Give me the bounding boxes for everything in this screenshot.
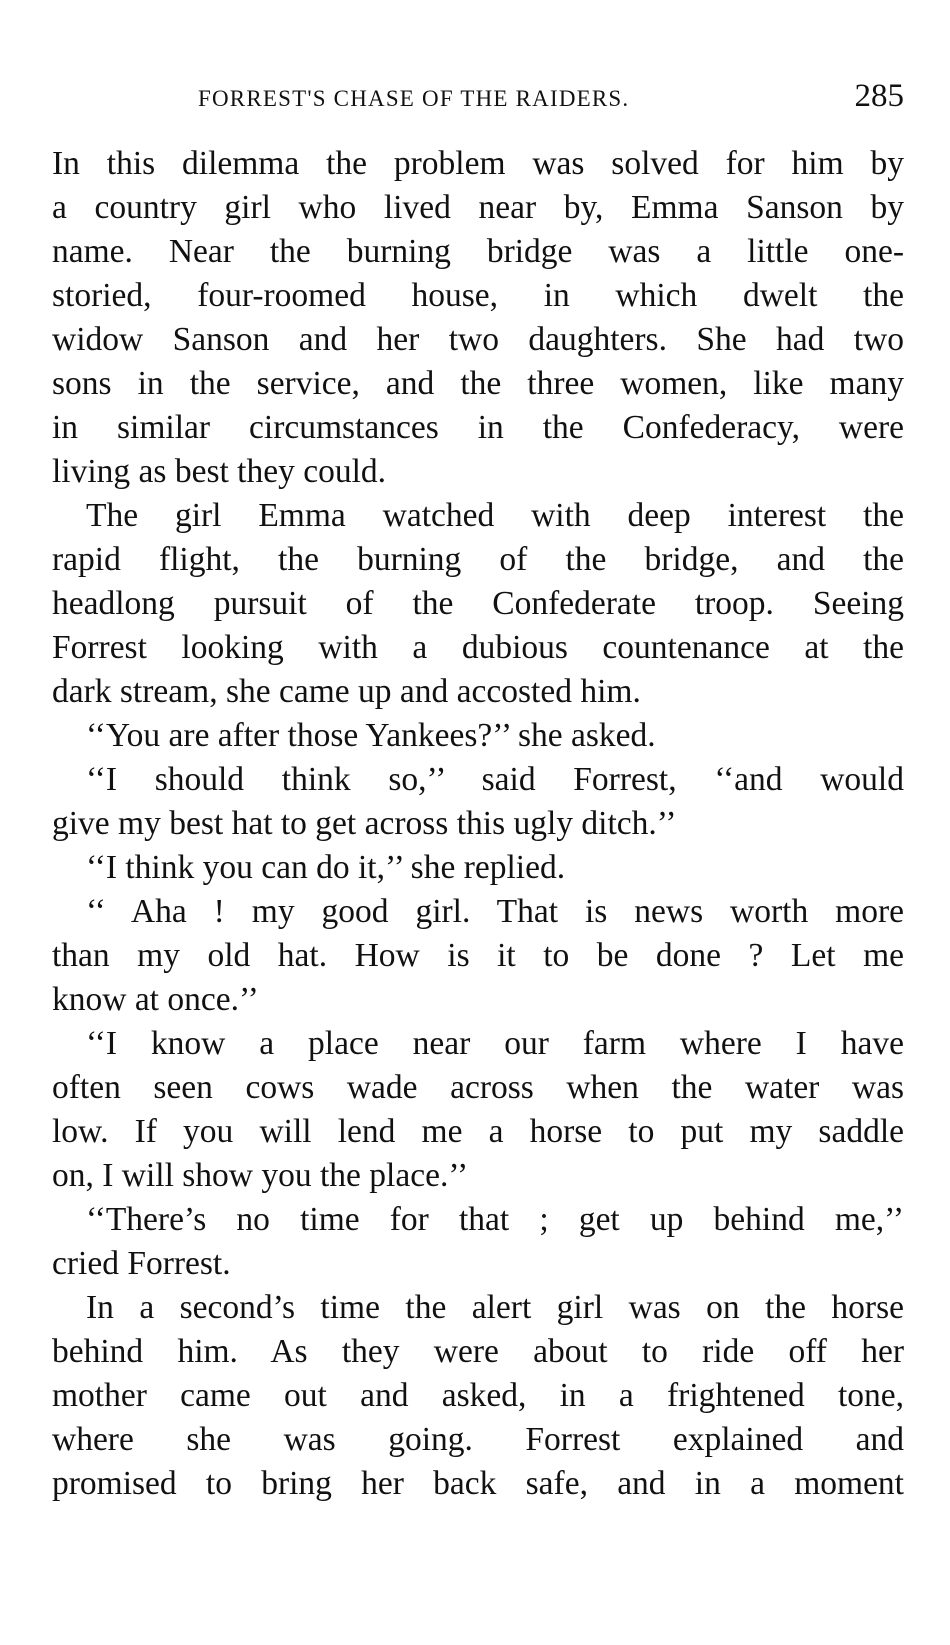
text-line: living as best they could. xyxy=(52,453,387,490)
text-line: Forrest looking with a dubious countenance at the xyxy=(52,629,904,666)
text-line: low. If you will lend me a horse to put my saddle xyxy=(52,1113,904,1150)
text-line: In a second’s time the alert girl was on the horse xyxy=(86,1289,904,1326)
text-line: a country girl who lived near by, Emma Sanson by xyxy=(52,189,904,226)
text-line: in similar circumstances in the Confederacy, were xyxy=(52,409,904,446)
text-line: dark stream, she came up and accosted him. xyxy=(52,673,641,710)
text-line: ‘‘I should think so,’’ said Forrest, ‘‘and would xyxy=(86,761,904,798)
text-line: In this dilemma the problem was solved for him by xyxy=(52,145,904,182)
text-line: widow Sanson and her two daughters. She had two xyxy=(52,321,904,358)
text-line: ‘‘You are after those Yankees?’’ she asked. xyxy=(86,717,656,754)
text-line: behind him. As they were about to ride off her xyxy=(52,1333,904,1370)
text-line: ‘‘I think you can do it,’’ she replied. xyxy=(86,849,566,886)
text-line: know at once.’’ xyxy=(52,981,259,1018)
running-title: FORREST'S CHASE OF THE RAIDERS. xyxy=(198,86,630,111)
text-line: ‘‘ Aha ! my good girl. That is news worth more xyxy=(86,893,904,930)
text-line: ‘‘I know a place near our farm where I have xyxy=(86,1025,904,1062)
text-line: on, I will show you the place.’’ xyxy=(52,1157,469,1194)
text-line: The girl Emma watched with deep interest the xyxy=(86,497,904,534)
text-line: mother came out and asked, in a frightened tone, xyxy=(52,1377,904,1414)
text-line: promised to bring her back safe, and in a moment xyxy=(52,1465,904,1502)
text-line: than my old hat. How is it to be done ? Let me xyxy=(52,937,904,974)
text-line: often seen cows wade across when the water was xyxy=(52,1069,904,1106)
text-line: storied, four-roomed house, in which dwelt the xyxy=(52,277,904,314)
running-head xyxy=(52,78,904,118)
text-line: name. Near the burning bridge was a little one- xyxy=(52,233,904,270)
body-text xyxy=(52,142,904,1506)
page-number: 285 xyxy=(854,78,904,114)
text-line: give my best hat to get across this ugly ditch.’’ xyxy=(52,805,677,842)
text-line: sons in the service, and the three women, like many xyxy=(52,365,904,402)
text-line: headlong pursuit of the Confederate troop. Seeing xyxy=(52,585,904,622)
text-line: rapid flight, the burning of the bridge, and the xyxy=(52,541,904,578)
text-line: ‘‘There’s no time for that ; get up behind me,’’ xyxy=(86,1201,904,1238)
text-line: cried Forrest. xyxy=(52,1245,231,1282)
text-line: where she was going. Forrest explained and xyxy=(52,1421,904,1458)
